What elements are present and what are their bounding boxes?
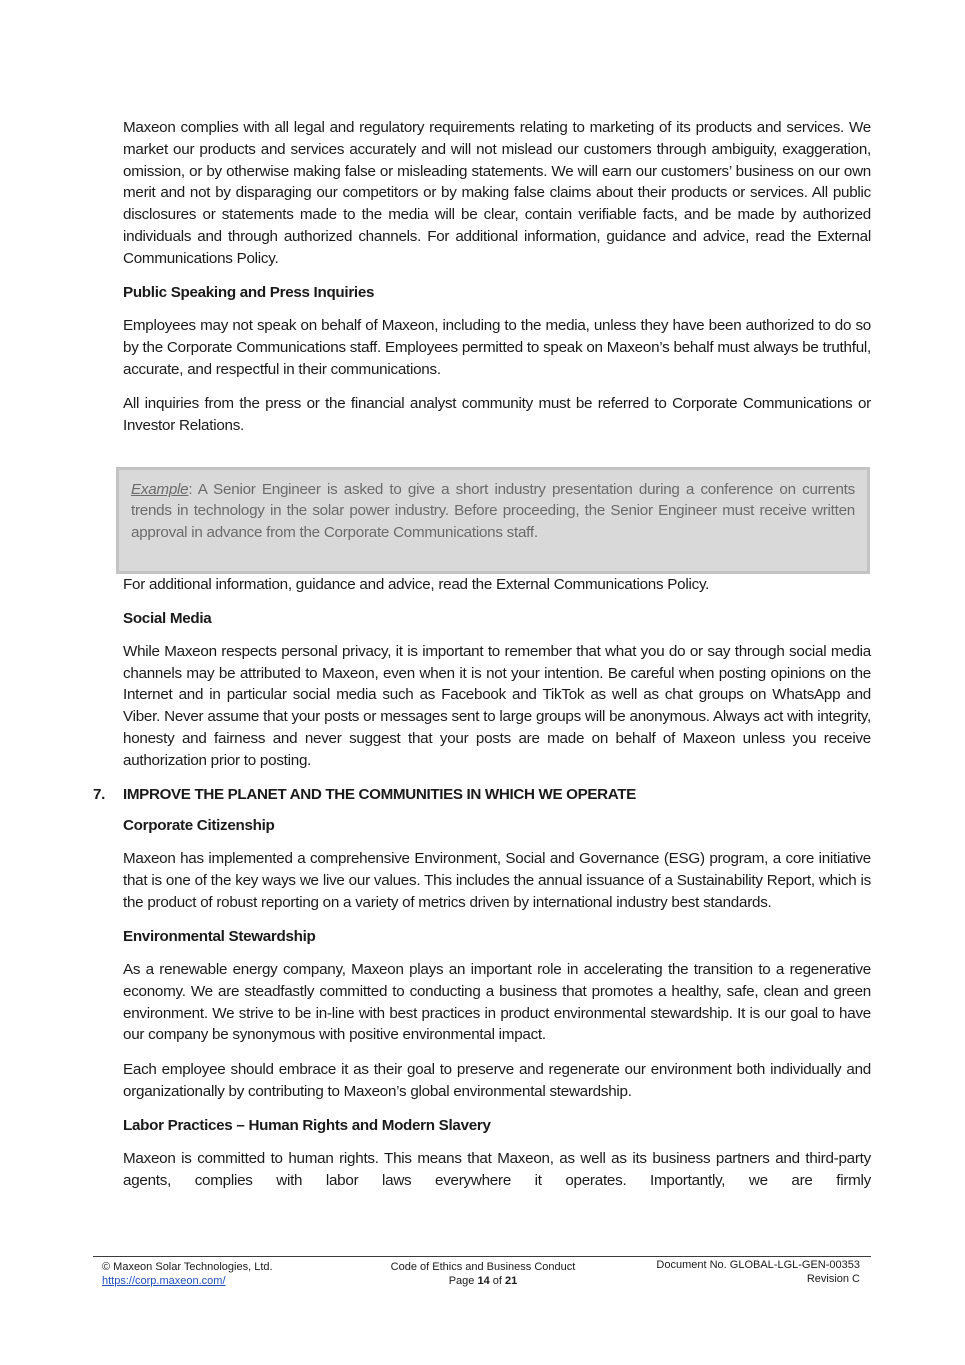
section-number: 7. <box>93 786 105 804</box>
page-current: 14 <box>477 1275 490 1287</box>
footer-document-title: Code of Ethics and Business Conduct <box>390 1261 576 1273</box>
social-media-heading: Social Media <box>123 609 212 627</box>
labor-practices-paragraph: Maxeon is committed to human rights. This means that Maxeon, as well as its business partners and third-party agents, complies with labor laws everywhere it operates. Importantly, we are firmly <box>123 1149 871 1189</box>
section-7-heading <box>93 784 871 805</box>
example-label: Example <box>131 480 189 498</box>
footer-center <box>388 1260 578 1288</box>
footer-revision: Revision C <box>806 1273 860 1285</box>
footer-document-number: Document No. GLOBAL-LGL-GEN-00353 <box>656 1259 860 1271</box>
footer-page-number <box>388 1274 578 1288</box>
corporate-citizenship-paragraph: Maxeon has implemented a comprehensive Environment, Social and Governance (ESG) program, a core initiative that is one of the key ways we live our values. This includes the annual issuance of a Sustainability Report, which is the product of robust reporting on a variety of metrics driven by international industry best standards. <box>123 850 871 911</box>
footer-right <box>656 1258 860 1286</box>
footer-left <box>102 1260 273 1288</box>
page-total: 21 <box>505 1275 518 1287</box>
page-content <box>93 117 871 1204</box>
page-prefix: Page <box>448 1275 478 1287</box>
page-footer <box>93 1256 871 1287</box>
social-media-paragraph: While Maxeon respects personal privacy, it is important to remember that what you do or say through social media channels may be attributed to Maxeon, even when it is not your intention. Be careful when posting opinions on the Internet and in particular social media such as Facebook and TikTok as well as chat groups on WhatsApp and Viber. Never assume that your posts or messages sent to large groups will be anonymous. Always act with integrity, honesty and fairness and never suggest that your posts are made on behalf of Maxeon unless you receive authorization prior to posting. <box>123 642 871 769</box>
environmental-stewardship-heading: Environmental Stewardship <box>123 928 316 946</box>
labor-practices-heading: Labor Practices – Human Rights and Modern Slavery <box>123 1116 491 1134</box>
corporate-citizenship-heading: Corporate Citizenship <box>123 817 275 835</box>
external-communications-note: For additional information, guidance and advice, read the External Communications Policy. <box>123 575 710 593</box>
footer-copyright: © Maxeon Solar Technologies, Ltd. <box>102 1261 273 1273</box>
environmental-stewardship-paragraph-1: As a renewable energy company, Maxeon plays an important role in accelerating the transition to a regenerative economy. We are steadfastly committed to conducting a business that promotes a healthy, safe, clean and green environment. We strive to be in-line with best practices in product environmental stewardship. It is our goal to have our company be synonymous with positive environmental impact. <box>123 961 871 1044</box>
public-speaking-paragraph-1: Employees may not speak on behalf of Maxeon, including to the media, unless they have been authorized to do so by the Corporate Communications staff. Employees permitted to speak on Maxeon’s behalf must always be truthful, accurate, and respectful in their communications. <box>123 317 871 378</box>
public-speaking-heading: Public Speaking and Press Inquiries <box>123 284 375 302</box>
marketing-paragraph: Maxeon complies with all legal and regulatory requirements relating to marketing of its products and services. We market our products and services accurately and will not mislead our customers through ambiguity, exaggeration, omission, or by otherwise making false or misleading statements. We will earn our customers’ business on our own merit and not by disparaging our competitors or by making false claims about their products or services. All public disclosures or statements made to the media will be clear, contain verifiable facts, and be made by authorized individuals and through authorized channels. For additional information, guidance and advice, read the External Communications Policy. <box>123 119 871 267</box>
example-callout-text <box>131 479 855 544</box>
public-speaking-paragraph-2: All inquiries from the press or the financial analyst community must be referred to Corporate Communications or Investor Relations. <box>123 394 871 434</box>
example-callout-box <box>116 467 870 574</box>
environmental-stewardship-paragraph-2: Each employee should embrace it as their goal to preserve and regenerate our environment both individually and organizationally by contributing to Maxeon’s global environmental stewardship. <box>123 1060 871 1100</box>
example-body: : A Senior Engineer is asked to give a short industry presentation during a conference on currents trends in technology in the solar power industry. Before proceeding, the Senior Engineer must receive written approval in advance from the Corporate Communications staff. <box>131 480 855 542</box>
page-of: of <box>489 1275 506 1287</box>
section-title: IMPROVE THE PLANET AND THE COMMUNITIES IN WHICH WE OPERATE <box>123 786 636 804</box>
footer-website-link[interactable]: https://corp.maxeon.com/ <box>102 1275 226 1287</box>
